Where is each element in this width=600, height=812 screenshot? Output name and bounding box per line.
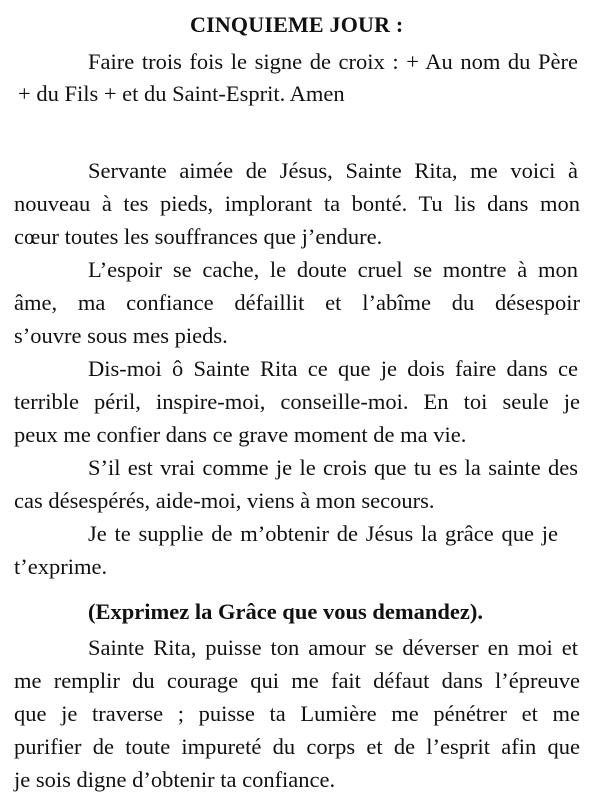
paragraph-line: je sois digne d’obtenir ta confiance.	[14, 767, 336, 792]
paragraph-line: t’exprime.	[14, 554, 108, 579]
paragraph-line: Je te supplie de m’obtenir de Jésus la grâce que je	[88, 521, 558, 546]
paragraph-line: cœur toutes les souffrances que j’endure.	[14, 224, 383, 249]
intro-line: + du Fils + et du Saint-Esprit. Amen	[18, 81, 345, 106]
paragraph-line: peux me confier dans ce grave moment de ma vie.	[14, 422, 467, 447]
day-heading: CINQUIEME JOUR :	[190, 12, 404, 37]
paragraph-line: Servante aimée de Jésus, Sainte Rita, me voici à	[88, 158, 578, 183]
paragraph-line: Sainte Rita, puisse ton amour se déverser en moi et	[88, 635, 578, 660]
paragraph-line: purifier de toute impureté du corps et de l’esprit afin que	[14, 734, 580, 759]
paragraph-line: cas désespérés, aide-moi, viens à mon secours.	[14, 488, 435, 513]
paragraph-line: Dis-moi ô Sainte Rita ce que je dois faire dans ce	[88, 356, 578, 381]
paragraph-line: S’il est vrai comme je le crois que tu es la sainte des	[88, 455, 578, 480]
instruction-line: (Exprimez la Grâce que vous demandez).	[88, 599, 483, 624]
paragraph-line: me remplir du courage qui me fait défaut dans l’épreuve	[14, 668, 580, 693]
paragraph-line: s’ouvre sous mes pieds.	[14, 323, 228, 348]
paragraph-line: terrible péril, inspire-moi, conseille-moi. En toi seule je	[14, 389, 580, 414]
paragraph-line: que je traverse ; puisse ta Lumière me pénétrer et me	[14, 701, 580, 726]
paragraph-line: L’espoir se cache, le doute cruel se montre à mon	[88, 257, 578, 282]
paragraph-line: nouveau à tes pieds, implorant ta bonté. Tu lis dans mon	[14, 191, 580, 216]
paragraph-line: âme, ma confiance défaillit et l’abîme du désespoir	[14, 290, 580, 315]
intro-line: Faire trois fois le signe de croix : + Au nom du Père	[88, 49, 578, 74]
